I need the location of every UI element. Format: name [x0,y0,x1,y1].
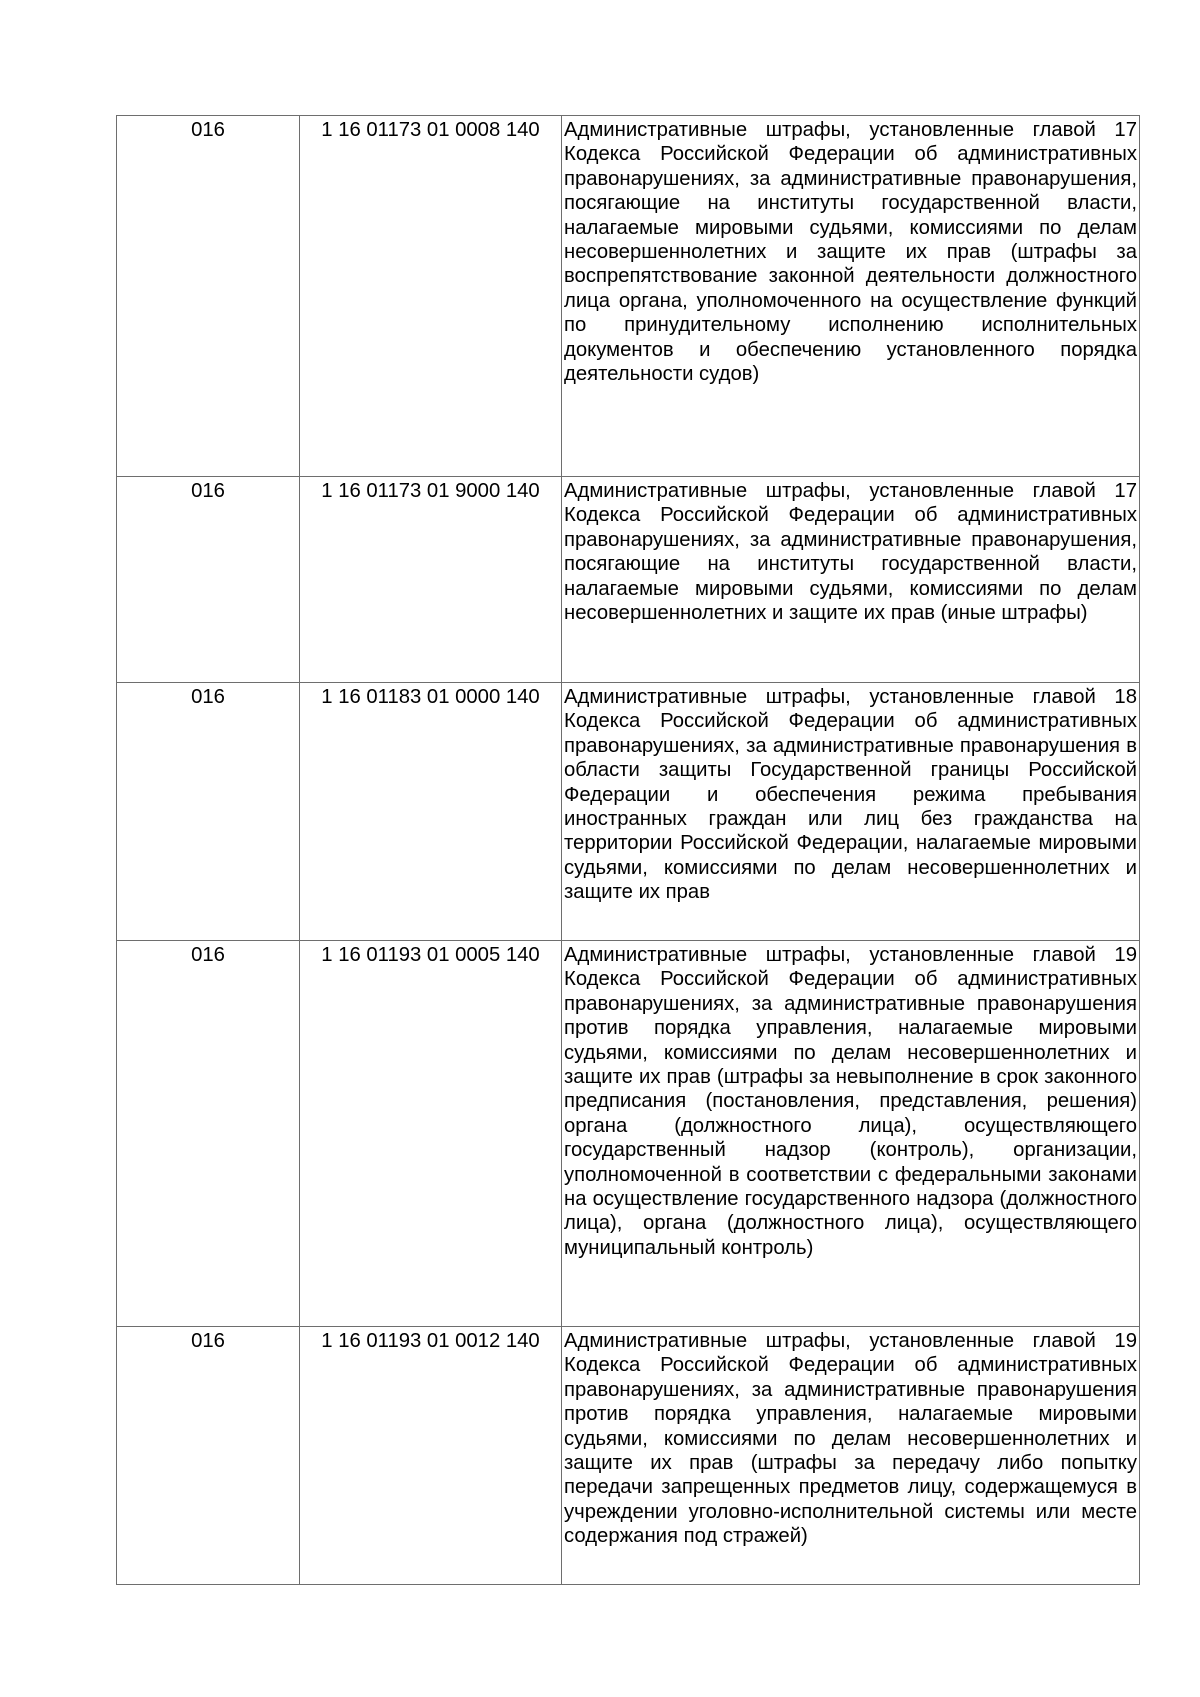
admin-code-cell [117,683,300,941]
table-row [117,683,1140,941]
revenue-name: Административные штрафы, установленные главой 18 Кодекса Российской Федерации об административных правонарушениях, за административные правонарушения в области защиты Государственной границы Российской Федерации и обеспечения режима пребывания иностранных граждан или лиц без гражданства на территории Российской Федерации, налагаемые мировыми судьями, комиссиями по делам несовершеннолетних и защите их прав [564,686,1137,904]
admin-code-cell [117,477,300,683]
kbk-cell [300,941,562,1327]
revenue-name: Административные штрафы, установленные главой 19 Кодекса Российской Федерации об административных правонарушениях, за административные правонарушения против порядка управления, налагаемые мировыми судьями, комиссиями по делам несовершеннолетних и защите их прав (штрафы за невыполнение в срок законного предписания (постановления, представления, решения) органа (должностного лица), осуществляющего государственный надзор (контроль), организации, уполномоченной в соответствии с федеральными законами на осуществление государственного надзора (должностного лица), органа (должностного лица), осуществляющего муниципальный контроль) [564,944,1137,1259]
budget-codes-table [116,115,1140,1585]
revenue-name-cell [562,116,1140,477]
table-row [117,941,1140,1327]
admin-code: 016 [191,686,225,708]
admin-code-cell [117,941,300,1327]
kbk-code: 1 16 01183 01 0000 140 [321,686,540,708]
kbk-code: 1 16 01173 01 9000 140 [321,480,540,502]
admin-code: 016 [191,1330,225,1352]
revenue-name-cell [562,683,1140,941]
revenue-name-cell [562,941,1140,1327]
admin-code-cell [117,116,300,477]
kbk-cell [300,1327,562,1585]
admin-code-cell [117,1327,300,1585]
revenue-name-cell [562,1327,1140,1585]
table-row [117,116,1140,477]
revenue-name: Административные штрафы, установленные главой 17 Кодекса Российской Федерации об административных правонарушениях, за административные правонарушения, посягающие на институты государственной власти, налагаемые мировыми судьями, комиссиями по делам несовершеннолетних и защите их прав (штрафы за воспрепятствование законной деятельности должностного лица органа, уполномоченного на осуществление функций по принудительному исполнению исполнительных документов и обеспечению установленного порядка деятельности судов) [564,119,1137,386]
kbk-cell [300,683,562,941]
revenue-name: Административные штрафы, установленные главой 17 Кодекса Российской Федерации об административных правонарушениях, за административные правонарушения, посягающие на институты государственной власти, налагаемые мировыми судьями, комиссиями по делам несовершеннолетних и защите их прав (иные штрафы) [564,480,1137,625]
kbk-code: 1 16 01173 01 0008 140 [321,119,540,141]
admin-code: 016 [191,480,225,502]
revenue-name: Административные штрафы, установленные главой 19 Кодекса Российской Федерации об административных правонарушениях, за административные правонарушения против порядка управления, налагаемые мировыми судьями, комиссиями по делам несовершеннолетних и защите их прав (штрафы за передачу либо попытку передачи запрещенных предметов лицу, содержащемуся в учреждении уголовно-исполнительной системы или месте содержания под стражей) [564,1330,1137,1548]
table-row [117,1327,1140,1585]
table-row [117,477,1140,683]
kbk-cell [300,116,562,477]
revenue-name-cell [562,477,1140,683]
admin-code: 016 [191,119,225,141]
kbk-cell [300,477,562,683]
admin-code: 016 [191,944,225,966]
kbk-code: 1 16 01193 01 0005 140 [321,944,540,966]
kbk-code: 1 16 01193 01 0012 140 [321,1330,540,1352]
